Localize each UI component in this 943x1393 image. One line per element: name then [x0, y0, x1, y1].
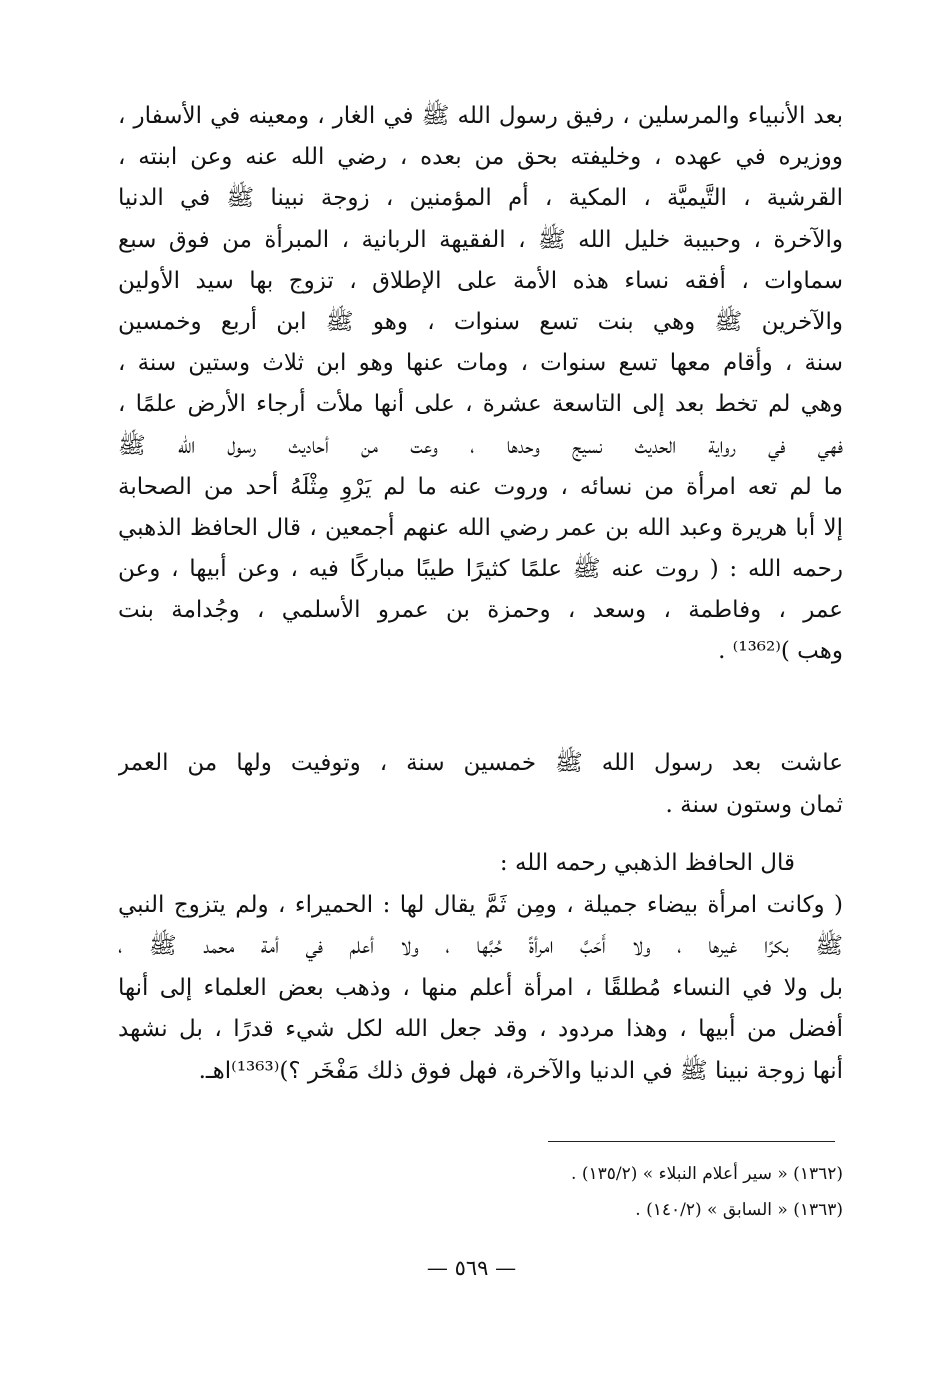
quote-intro: قال الحافظ الذهبي رحمه الله :: [499, 850, 795, 876]
text-line: رحمه الله : ( روت عنه ﷺ علمًا كثيرًا طيبًا مباركًا فيه ، وعن أبيها ، وعن: [118, 556, 843, 583]
main-paragraph: [118, 96, 843, 673]
text-line: ( وكانت امرأة بيضاء جميلة ، ومِن ثَمَّ يقال لها : الحميراء ، ولم يتزوج النبي: [118, 891, 843, 918]
text-line: بل ولا في النساء مُطلقًا ، امرأة أعلم منها ، وذهب بعض العلماء إلى أنها: [118, 974, 843, 1001]
footnote-1362: (١٣٦٢) « سير أعلام النبلاء » (١٣٥/٢) .: [571, 1164, 843, 1184]
text-line: بعد الأنبياء والمرسلين ، رفيق رسول الله ﷺ في الغار ، ومعينه في الأسفار ،: [118, 103, 843, 129]
text-line: القرشية ، التَّيميَّة ، المكية ، أم المؤمنين ، زوجة نبينا ﷺ في الدنيا: [118, 185, 843, 212]
quote-paragraph: [118, 843, 843, 1092]
text-line: عاشت بعد رسول الله ﷺ خمسين سنة ، وتوفيت ولها من العمر: [118, 750, 843, 776]
footnotes: [118, 1156, 843, 1228]
text-line: ثمان وستون سنة .: [665, 792, 843, 818]
page-number: — ٥٦٩ —: [426, 1256, 517, 1280]
text-line: والآخرة ، وحبيبة خليل الله ﷺ ، الفقيهة الربانية ، المبرأة من فوق سبع: [118, 226, 843, 253]
footnote-1363: (١٣٦٣) « السابق » (١٤٠/٢) .: [635, 1200, 843, 1220]
text-line: وهي لم تخط بعد إلى التاسعة عشرة ، على أنها ملأت أرجاء الأرض علمًا ،: [118, 391, 843, 418]
text-line: سماوات ، أفقه نساء هذه الأمة على الإطلاق ، تزوج بها سيد الأولين: [118, 267, 843, 294]
text-line: أنها زوجة نبينا ﷺ في الدنيا والآخرة، فهل فوق ذلك مَفْخَر ؟)⁽¹³⁶³⁾اهـ.: [198, 1057, 843, 1084]
text-line: ما لم تعه امرأة من نسائه ، وروت عنه ما لم يَرْوِ مِثْلَهُ أحد من الصحابة: [118, 473, 843, 500]
text-line: ﷺ بكرًا غيرها ، ولا أَحَبَّ امرأةً حُبَّها ، ولا أعلم في أمة محمد ﷺ ،: [118, 933, 843, 959]
text-line: أفضل من أبيها ، وهذا مردود ، وقد جعل الله لكل شيء قدرًا ، بل نشهد: [118, 1016, 843, 1042]
footnote-divider: [548, 1141, 835, 1142]
text-line: ووزيره في عهده ، وخليفته بحق من بعده ، رضي الله عنه وعن ابنته ،: [118, 144, 843, 171]
text-line: فهي في رواية الحديث نسيج وحدها ، وعت من أحاديث رسول الله ﷺ: [118, 432, 843, 459]
text-line: إلا أبا هريرة وعبد الله بن عمر رضي الله عنهم أجمعين ، قال الحافظ الذهبي: [118, 514, 843, 541]
text-line: وهب )⁽¹³⁶²⁾ .: [718, 638, 843, 665]
text-line: سنة ، وأقام معها تسع سنوات ، ومات عنها وهو ابن ثلاث وستين سنة ،: [118, 350, 843, 377]
second-paragraph: [118, 742, 843, 826]
text-line: عمر ، وفاطمة ، وسعد ، وحمزة بن عمرو الأسلمي ، وجُدامة بنت: [118, 597, 843, 624]
text-line: والآخرين ﷺ وهي بنت تسع سنوات ، وهو ﷺ ابن أربع وخمسين: [118, 308, 843, 335]
